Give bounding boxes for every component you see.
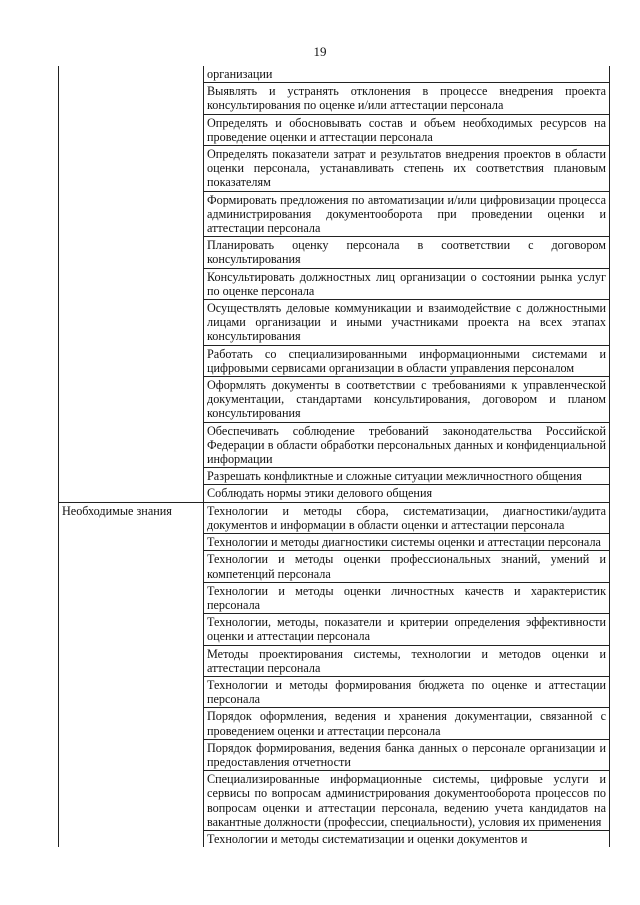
skills-item: Определять показатели затрат и результатов внедрения проектов в области оценки персонала, устанавливать степень их соответствия плановым показателям [204,146,610,192]
skills-item: организации [204,66,610,83]
knowledge-item: Технологии и методы диагностики системы оценки и аттестации персонала [204,534,610,551]
knowledge-item: Порядок формирования, ведения банка данных о персонале организации и предоставления отчетности [204,739,610,770]
skills-item: Осуществлять деловые коммуникации и взаимодействие с должностными лицами организации и иными участниками проекта на всех этапах консультирования [204,300,610,346]
knowledge-item: Технологии и методы систематизации и оценки документов и [204,830,610,847]
requirements-table [58,66,610,847]
knowledge-item: Технологии и методы оценки личностных качеств и характеристик персонала [204,582,610,613]
knowledge-section-label: Необходимые знания [59,502,204,847]
page-number: 19 [313,44,327,59]
skills-item: Выявлять и устранять отклонения в процессе внедрения проекта консультирования по оценке и/или аттестации персонала [204,83,610,114]
skills-item: Соблюдать нормы этики делового общения [204,485,610,502]
knowledge-item: Порядок оформления, ведения и хранения документации, связанной с проведением оценки и аттестации персонала [204,708,610,739]
skills-item: Обеспечивать соблюдение требований законодательства Российской Федерации в области обработки персональных данных и конфиденциальной информации [204,422,610,468]
knowledge-item: Методы проектирования системы, технологии и методов оценки и аттестации персонала [204,645,610,676]
skills-item: Формировать предложения по автоматизации и/или цифровизации процесса администрирования документооборота при проведении оценки и аттестации персонала [204,191,610,237]
requirements-table-body [59,66,610,847]
knowledge-item: Специализированные информационные системы, цифровые услуги и сервисы по вопросам администрирования документооборота процессов по вопросам оценки и аттестации персонала, ведению учета кандидатов на вакантные должности (профессии, специальности), условия их применения [204,771,610,831]
knowledge-item: Технологии и методы сбора, систематизации, диагностики/аудита документов и информации в области оценки и аттестации персонала [204,502,610,533]
skills-item: Планировать оценку персонала в соответствии с договором консультирования [204,237,610,268]
skills-item: Разрешать конфликтные и сложные ситуации межличностного общения [204,468,610,485]
skills-item: Оформлять документы в соответствии с требованиями к управленческой документации, стандартами консультирования, договором и планом консультирования [204,377,610,423]
skills-section-label [59,66,204,502]
knowledge-item: Технологии и методы оценки профессиональных знаний, умений и компетенций персонала [204,551,610,582]
skills-item: Определять и обосновывать состав и объем необходимых ресурсов на проведение оценки и аттестации персонала [204,114,610,145]
skills-item: Работать со специализированными информационными системами и цифровыми сервисами организации в области управления персоналом [204,345,610,376]
skills-row [59,66,610,83]
knowledge-item: Технологии и методы формирования бюджета по оценке и аттестации персонала [204,676,610,707]
skills-item: Консультировать должностных лиц организации о состоянии рынка услуг по оценке персонала [204,268,610,299]
knowledge-item: Технологии, методы, показатели и критерии определения эффективности оценки и аттестации персонала [204,614,610,645]
knowledge-row [59,502,610,533]
